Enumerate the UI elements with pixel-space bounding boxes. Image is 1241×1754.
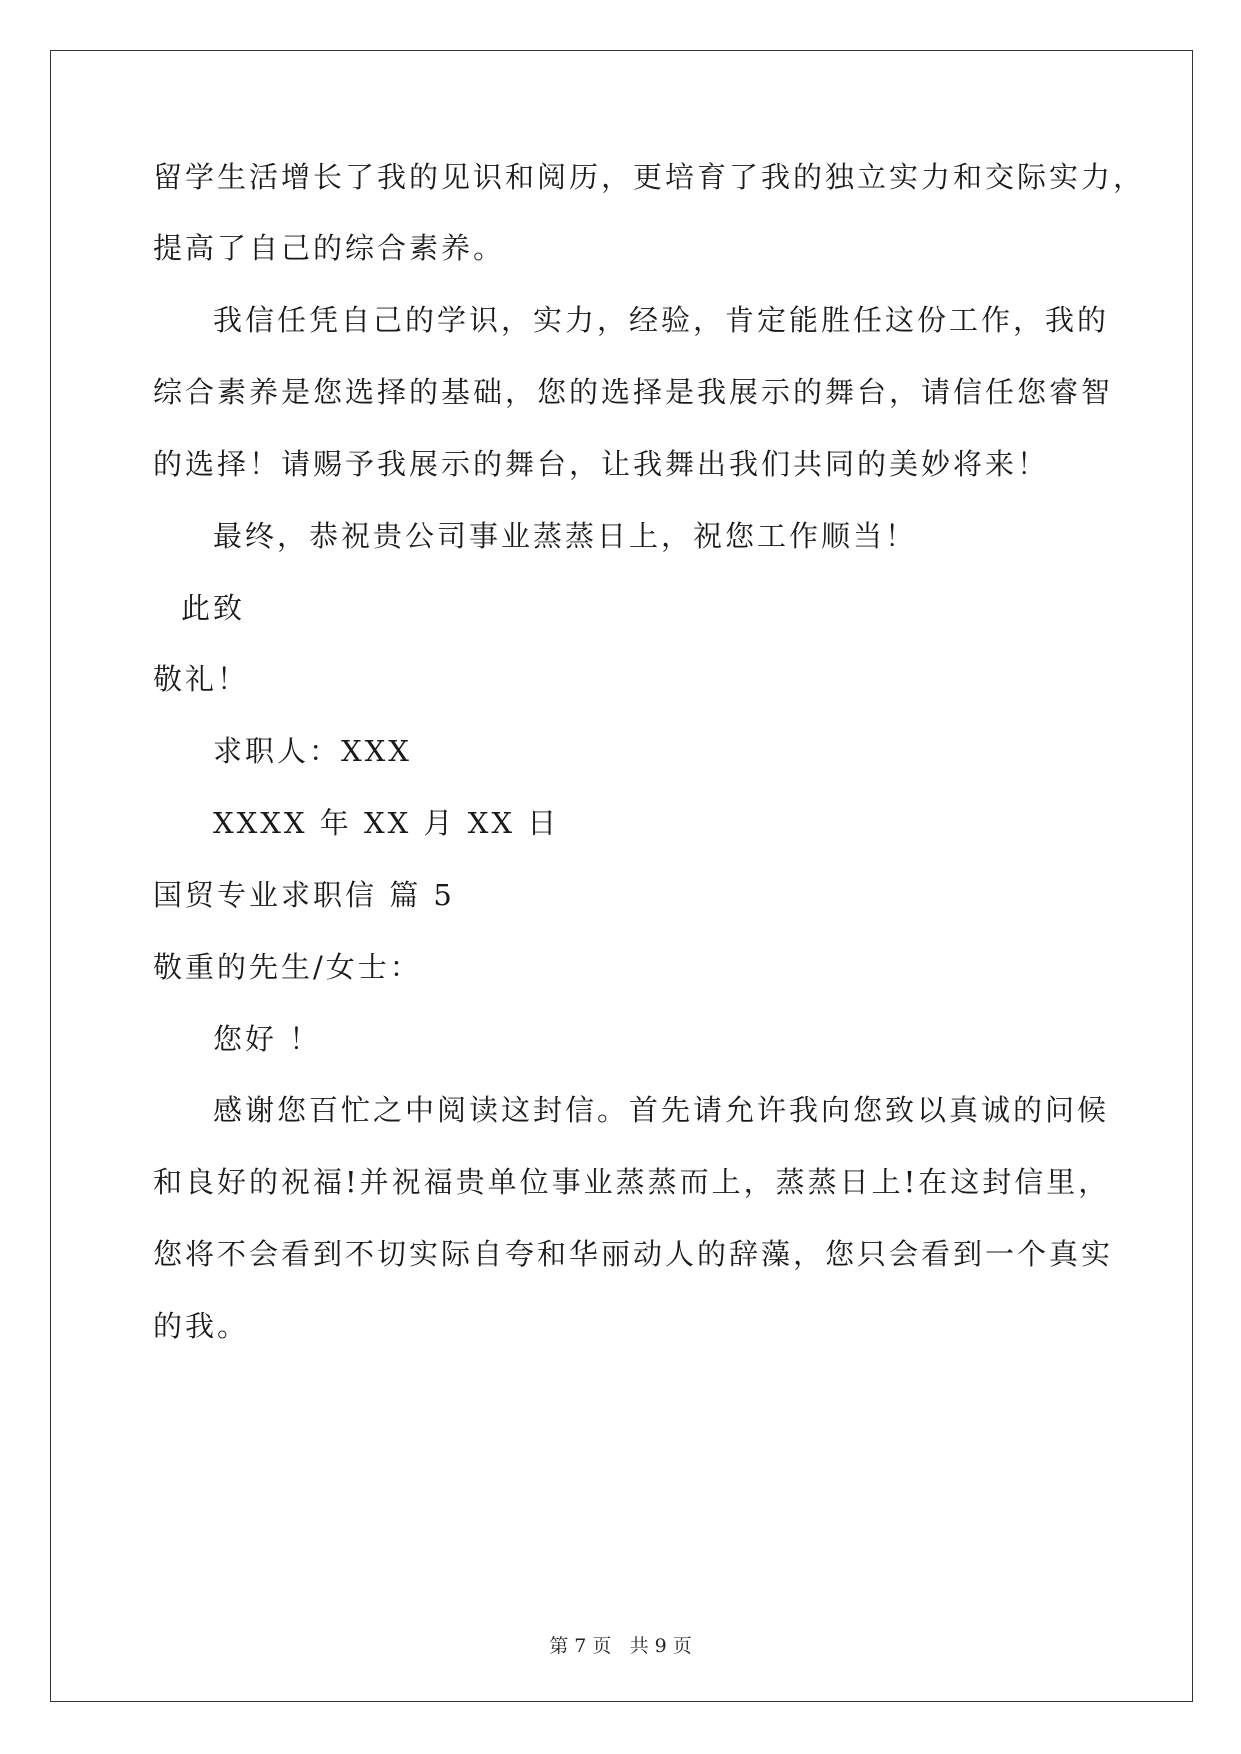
greeting-hello: 您好 ！: [213, 1022, 322, 1056]
text-line: 提高了自己的综合素养。: [153, 231, 506, 265]
closing-regards: 敬礼！: [153, 662, 250, 696]
page-total: 共 9 页: [629, 1635, 692, 1657]
text-line: 感谢您百忙之中阅读这封信。首先请允许我向您致以真诚的问候: [213, 1093, 1110, 1127]
page-footer: [0, 1633, 1241, 1659]
text-line: 综合素养是您选择的基础，您的选择是我展示的舞台，请信任您睿智: [153, 375, 1114, 409]
text-line: 您将不会看到不切实际自夸和华丽动人的辞藻，您只会看到一个真实: [153, 1237, 1114, 1271]
text-line: 的我。: [153, 1309, 250, 1343]
applicant-signature: 求职人：XXX: [213, 734, 412, 768]
text-line: 留学生活增长了我的见识和阅历，更培育了我的独立实力和交际实力，: [153, 160, 1146, 194]
letter-date: XXXX 年 XX 月 XX 日: [213, 806, 560, 840]
text-line: 最终，恭祝贵公司事业蒸蒸日上，祝您工作顺当！: [213, 519, 918, 553]
text-line: 的选择！请赐予我展示的舞台，让我舞出我们共同的美妙将来！: [153, 447, 1050, 481]
section-title: 国贸专业求职信 篇 5: [153, 878, 455, 912]
text-line: 和良好的祝福!并祝福贵单位事业蒸蒸而上，蒸蒸日上!在这封信里，: [153, 1165, 1111, 1199]
text-line: 我信任凭自己的学识，实力，经验，肯定能胜任这份工作，我的: [213, 303, 1110, 337]
page-number: 第 7 页: [549, 1635, 612, 1657]
closing-salutation: 此致: [181, 591, 246, 625]
greeting: 敬重的先生/女士：: [153, 950, 422, 984]
